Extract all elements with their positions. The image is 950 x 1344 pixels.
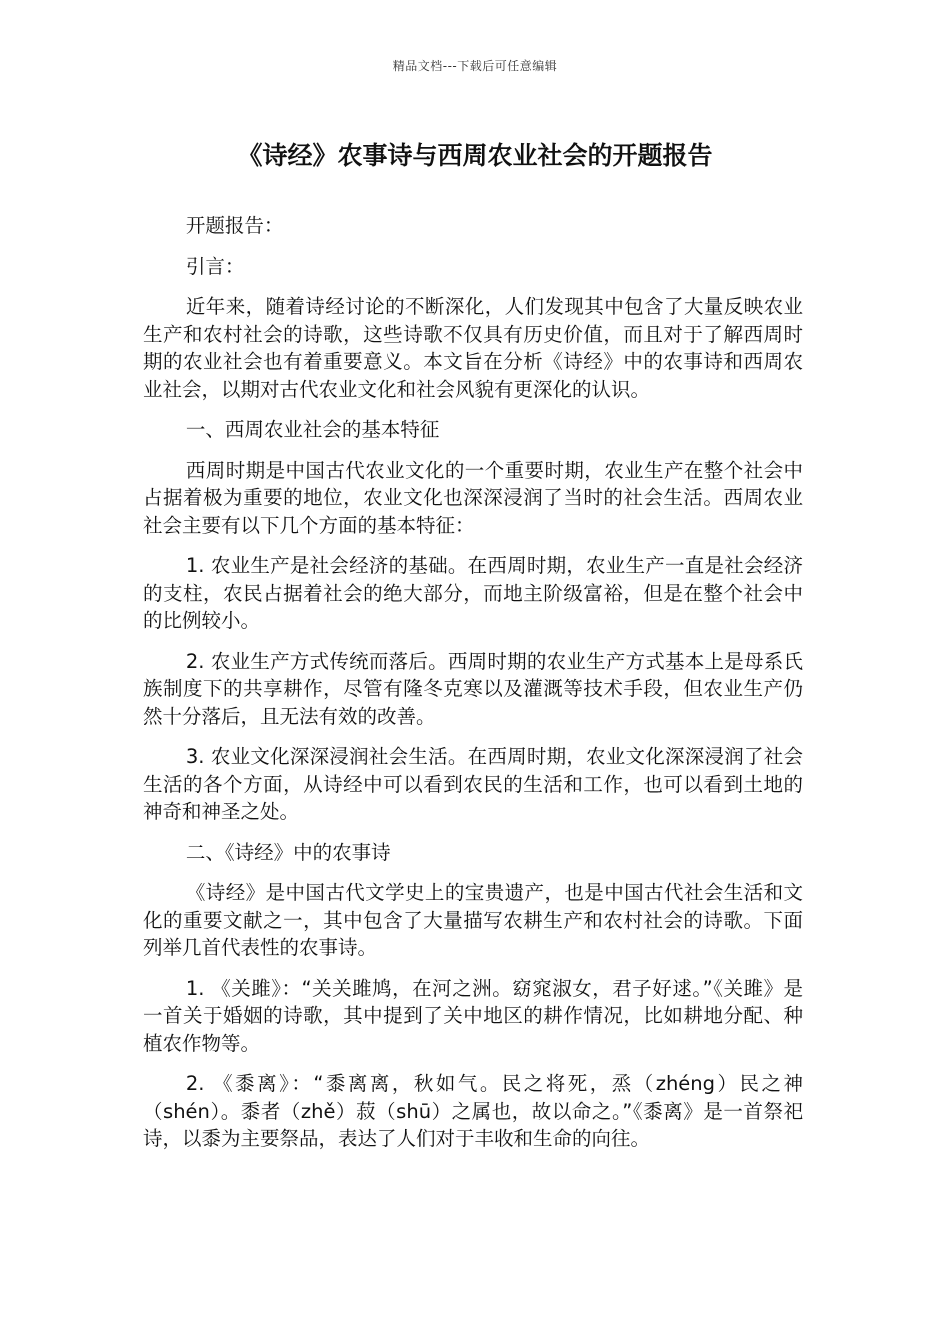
paragraph-report-label: 开题报告：: [185, 214, 284, 237]
list-item-feature-2: 2. 农业生产方式传统而落后。西周时期的农业生产方式基本上是母系氏族制度下的共享耕作，尽管有隆冬克寒以及灌溉等技术手段，但农业生产仍然十分落后，且无法有效的改善。: [143, 649, 803, 728]
list-item-feature-1: 1. 农业生产是社会经济的基础。在西周时期，农业生产一直是社会经济的支柱，农民占据着社会的绝大部分，而地主阶级富裕，但是在整个社会中的比例较小。: [143, 554, 803, 632]
document-body: [143, 212, 803, 1166]
list-item-poem-2: 2. 《黍离》：“黍离离，秋如气。民之将死，烝（zhéng）民之神（shén）。黍者（zhě）菽（shū）之属也，故以命之。”《黍离》是一首祭祀诗，以黍为主要祭品，表达了人们对于丰收和生命的向往。: [143, 1072, 803, 1150]
paragraph-section-1-intro: 西周时期是中国古代农业文化的一个重要时期，农业生产在整个社会中占据着极为重要的地位，农业文化也深深浸润了当时的社会生活。西周农业社会主要有以下几个方面的基本特征：: [143, 458, 803, 537]
paragraph-intro-text: 近年来，随着诗经讨论的不断深化，人们发现其中包含了大量反映农业生产和农村社会的诗歌，这些诗歌不仅具有历史价值，而且对于了解西周时期的农业社会也有着重要意义。本文旨在分析《诗经》中的农事诗和西周农业社会，以期对古代农业文化和社会风貌有更深化的认识。: [143, 295, 803, 401]
section-heading-2: 二、《诗经》中的农事诗: [185, 840, 391, 864]
paragraph-intro-label: 引言：: [185, 254, 245, 278]
list-item-feature-3: 3. 农业文化深深浸润社会生活。在西周时期，农业文化深深浸润了社会生活的各个方面，从诗经中可以看到农民的生活和工作，也可以看到土地的神奇和神圣之处。: [143, 745, 803, 823]
document-title: 《诗经》农事诗与西周农业社会的开题报告: [237, 141, 713, 170]
section-heading-1: 一、西周农业社会的基本特征: [185, 418, 440, 441]
paragraph-section-2-intro: 《诗经》是中国古代文学史上的宝贵遗产，也是中国古代社会生活和文化的重要文献之一，其中包含了大量描写农耕生产和农村社会的诗歌。下面列举几首代表性的农事诗。: [143, 881, 803, 959]
list-item-poem-1: 1. 《关雎》：“关关雎鸠，在河之洲。窈窕淑女，君子好逑。”《关雎》是一首关于婚姻的诗歌，其中提到了关中地区的耕作情况，比如耕地分配、种植农作物等。: [143, 976, 803, 1055]
page-header-note: 精品文档---下载后可任意编辑: [392, 59, 558, 73]
